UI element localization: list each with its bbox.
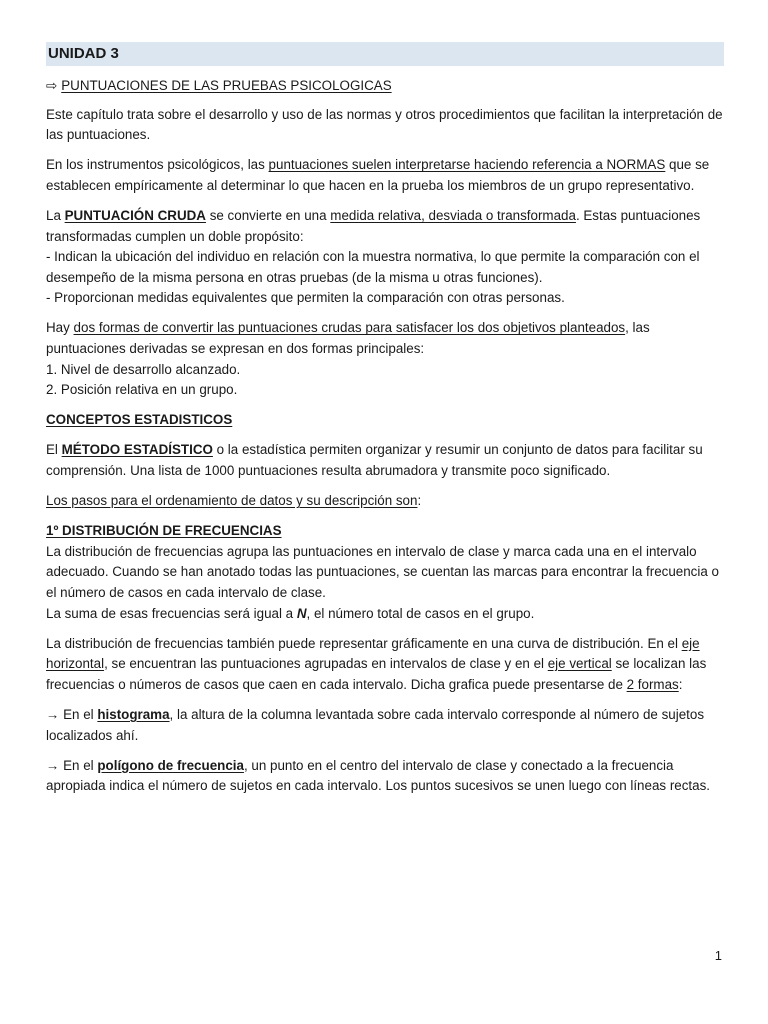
paragraph-intro: Este capítulo trata sobre el desarrollo y uso de las normas y otros procedimientos que facilitan la interpretación de las puntuaciones. (46, 106, 723, 143)
list-item: - Proporcionan medidas equivalentes que permiten la comparación con otras personas. (46, 290, 565, 306)
arrow-icon: → (46, 757, 60, 773)
paragraph-dos-formas: Hay dos formas de convertir las puntuaciones crudas para satisfacer los dos objetivos planteados, las puntuaciones derivadas se expresan en dos formas principales: 1. Nivel de desarrollo alcanzado. 2. Posición relativa en un grupo. (46, 320, 650, 398)
paragraph-metodo: El MÉTODO ESTADÍSTICO o la estadística permiten organizar y resumir un conjunto de datos para facilitar su comprensión. Una lista de 1000 puntuaciones resulta abrumadora y transmite poco significado. (46, 442, 703, 478)
paragraph-grafica: La distribución de frecuencias también puede representar gráficamente en una curva de distribución. En el eje horizontal, se encuentran las puntuaciones agrupadas en intervalos de clase y en el eje vertical se localizan las frecuencias o números de casos que caen en cada intervalo. Dicha grafica puede presentarse de 2 formas: (46, 635, 707, 692)
list-item: 1. Nivel de desarrollo alcanzado. (46, 361, 241, 377)
list-item: - Indican la ubicación del individuo en relación con la muestra normativa, lo que permite la comparación con el desempeño de la misma persona en otras pruebas (de la misma u otras funciones). (46, 249, 700, 285)
paragraph-normas: En los instrumentos psicológicos, las puntuaciones suelen interpretarse haciendo referencia a NORMAS que se establecen empíricamente al determinar lo que hacen en la prueba los miembros de un grupo representativo. (46, 157, 710, 193)
list-item: 2. Posición relativa en un grupo. (46, 382, 238, 398)
right-arrow-icon: ⇨ (46, 78, 58, 93)
heading-conceptos: CONCEPTOS ESTADISTICOS (46, 412, 233, 428)
paragraph-distribucion: 1º DISTRIBUCIÓN DE FRECUENCIAS La distribución de frecuencias agrupa las puntuaciones en intervalo de clase y marca cada una en el intervalo adecuado. Cuando se han anotado todas las puntuaciones, se cuentan las marcas para encontrar la frecuencia o el número de casos en cada intervalo de clase. La suma de esas frecuencias será igual a N, el número total de casos en el grupo. (46, 523, 719, 621)
document-page (46, 42, 724, 806)
unit-title: UNIDAD 3 (46, 42, 724, 66)
page-number: 1 (714, 948, 722, 963)
paragraph-puntuacion-cruda: La PUNTUACIÓN CRUDA se convierte en una medida relativa, desviada o transformada. Estas puntuaciones transformadas cumplen un doble propósito: - Indican la ubicación del individuo en relación con la muestra normativa, lo que permite la comparación con el desempeño de la misma persona en otras pruebas (de la misma u otras funciones). - Proporcionan medidas equivalentes que permiten la comparación con otras personas. (46, 207, 701, 306)
section-title (46, 76, 724, 97)
heading-distribucion: 1º DISTRIBUCIÓN DE FRECUENCIAS (46, 523, 282, 539)
paragraph-pasos: Los pasos para el ordenamiento de datos y su descripción son: (46, 493, 422, 509)
section-title-text: PUNTUACIONES DE LAS PRUEBAS PSICOLOGICAS (61, 78, 392, 93)
paragraph-poligono: → En el polígono de frecuencia, un punto en el centro del intervalo de clase y conectado a la frecuencia apropiada indica el número de sujetos en cada intervalo. Los puntos sucesivos se unen luego con líneas rectas. (46, 757, 711, 794)
paragraph-histograma: → En el histograma, la altura de la columna levantada sobre cada intervalo corresponde al número de sujetos localizados ahí. (46, 706, 705, 743)
arrow-icon: → (46, 706, 60, 722)
